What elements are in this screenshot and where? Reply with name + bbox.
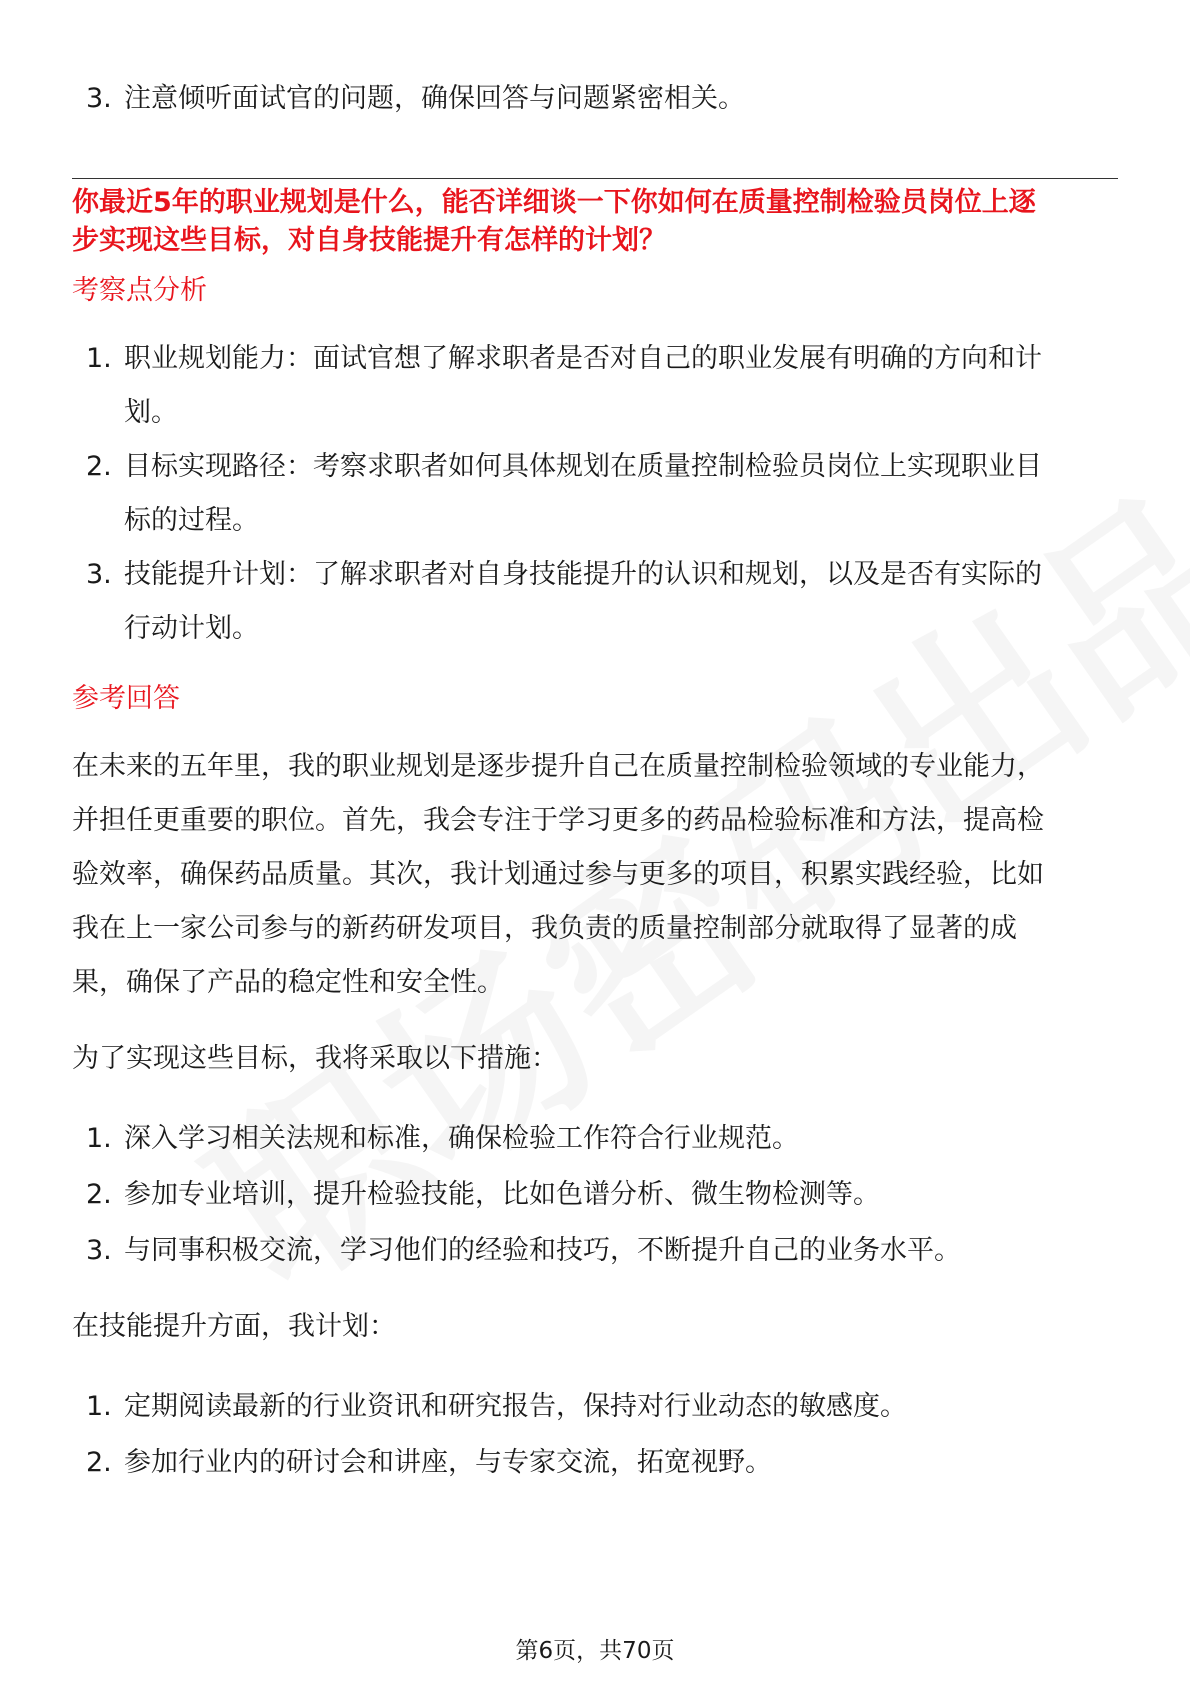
answer-paragraph-line: 我在上一家公司参与的新药研发项目，我负责的质量控制部分就取得了显著的成 xyxy=(72,913,1017,944)
question-line-1: 你最近5年的职业规划是什么，能否详细谈一下你如何在质量控制检验员岗位上逐 xyxy=(72,187,1036,218)
question-line-2: 步实现这些目标，对自身技能提升有怎样的计划？ xyxy=(72,225,666,256)
analysis-item xyxy=(86,558,1042,592)
plans-intro: 在技能提升方面，我计划： xyxy=(72,1311,396,1342)
answer-paragraph-line: 并担任更重要的职位。首先，我会专注于学习更多的药品检验标准和方法，提高检 xyxy=(72,805,1044,836)
analysis-item-continuation: 标的过程。 xyxy=(124,505,259,536)
analysis-item-continuation: 划。 xyxy=(124,397,178,428)
list-text: 与同事积极交流，学习他们的经验和技巧，不断提升自己的业务水平。 xyxy=(124,1235,961,1266)
list-number: 1. xyxy=(86,343,112,374)
list-number: 2. xyxy=(86,1179,112,1210)
list-number: 2. xyxy=(86,451,112,482)
list-text: 参加行业内的研讨会和讲座，与专家交流，拓宽视野。 xyxy=(124,1447,772,1478)
analysis-heading: 考察点分析 xyxy=(72,275,207,306)
list-number: 3. xyxy=(86,559,112,590)
section-divider xyxy=(72,178,1118,179)
measure-item xyxy=(86,1234,961,1268)
list-number: 3. xyxy=(86,1235,112,1266)
plan-item xyxy=(86,1446,772,1480)
list-text: 职业规划能力：面试官想了解求职者是否对自己的职业发展有明确的方向和计 xyxy=(124,343,1042,374)
analysis-item-continuation: 行动计划。 xyxy=(124,613,259,644)
measure-item xyxy=(86,1122,799,1156)
list-item xyxy=(86,82,745,116)
list-number: 1. xyxy=(86,1391,112,1422)
answer-heading: 参考回答 xyxy=(72,683,180,714)
analysis-item xyxy=(86,342,1042,376)
answer-paragraph-line: 验效率，确保药品质量。其次，我计划通过参与更多的项目，积累实践经验，比如 xyxy=(72,859,1044,890)
list-text: 注意倾听面试官的问题，确保回答与问题紧密相关。 xyxy=(124,83,745,114)
list-text: 技能提升计划：了解求职者对自身技能提升的认识和规划，以及是否有实际的 xyxy=(124,559,1042,590)
list-text: 深入学习相关法规和标准，确保检验工作符合行业规范。 xyxy=(124,1123,799,1154)
measures-intro: 为了实现这些目标，我将采取以下措施： xyxy=(72,1043,558,1074)
analysis-item xyxy=(86,450,1042,484)
list-number: 2. xyxy=(86,1447,112,1478)
answer-paragraph-line: 在未来的五年里，我的职业规划是逐步提升自己在质量控制检验领域的专业能力， xyxy=(72,751,1044,782)
list-number: 3. xyxy=(86,83,112,114)
list-text: 定期阅读最新的行业资讯和研究报告，保持对行业动态的敏感度。 xyxy=(124,1391,907,1422)
list-number: 1. xyxy=(86,1123,112,1154)
watermark xyxy=(149,588,1051,1339)
page-number: 第6页，共70页 xyxy=(515,1638,675,1664)
answer-paragraph-line: 果，确保了产品的稳定性和安全性。 xyxy=(72,967,504,998)
list-text: 目标实现路径：考察求职者如何具体规划在质量控制检验员岗位上实现职业目 xyxy=(124,451,1042,482)
plan-item xyxy=(86,1390,907,1424)
list-text: 参加专业培训，提升检验技能，比如色谱分析、微生物检测等。 xyxy=(124,1179,880,1210)
measure-item xyxy=(86,1178,880,1212)
